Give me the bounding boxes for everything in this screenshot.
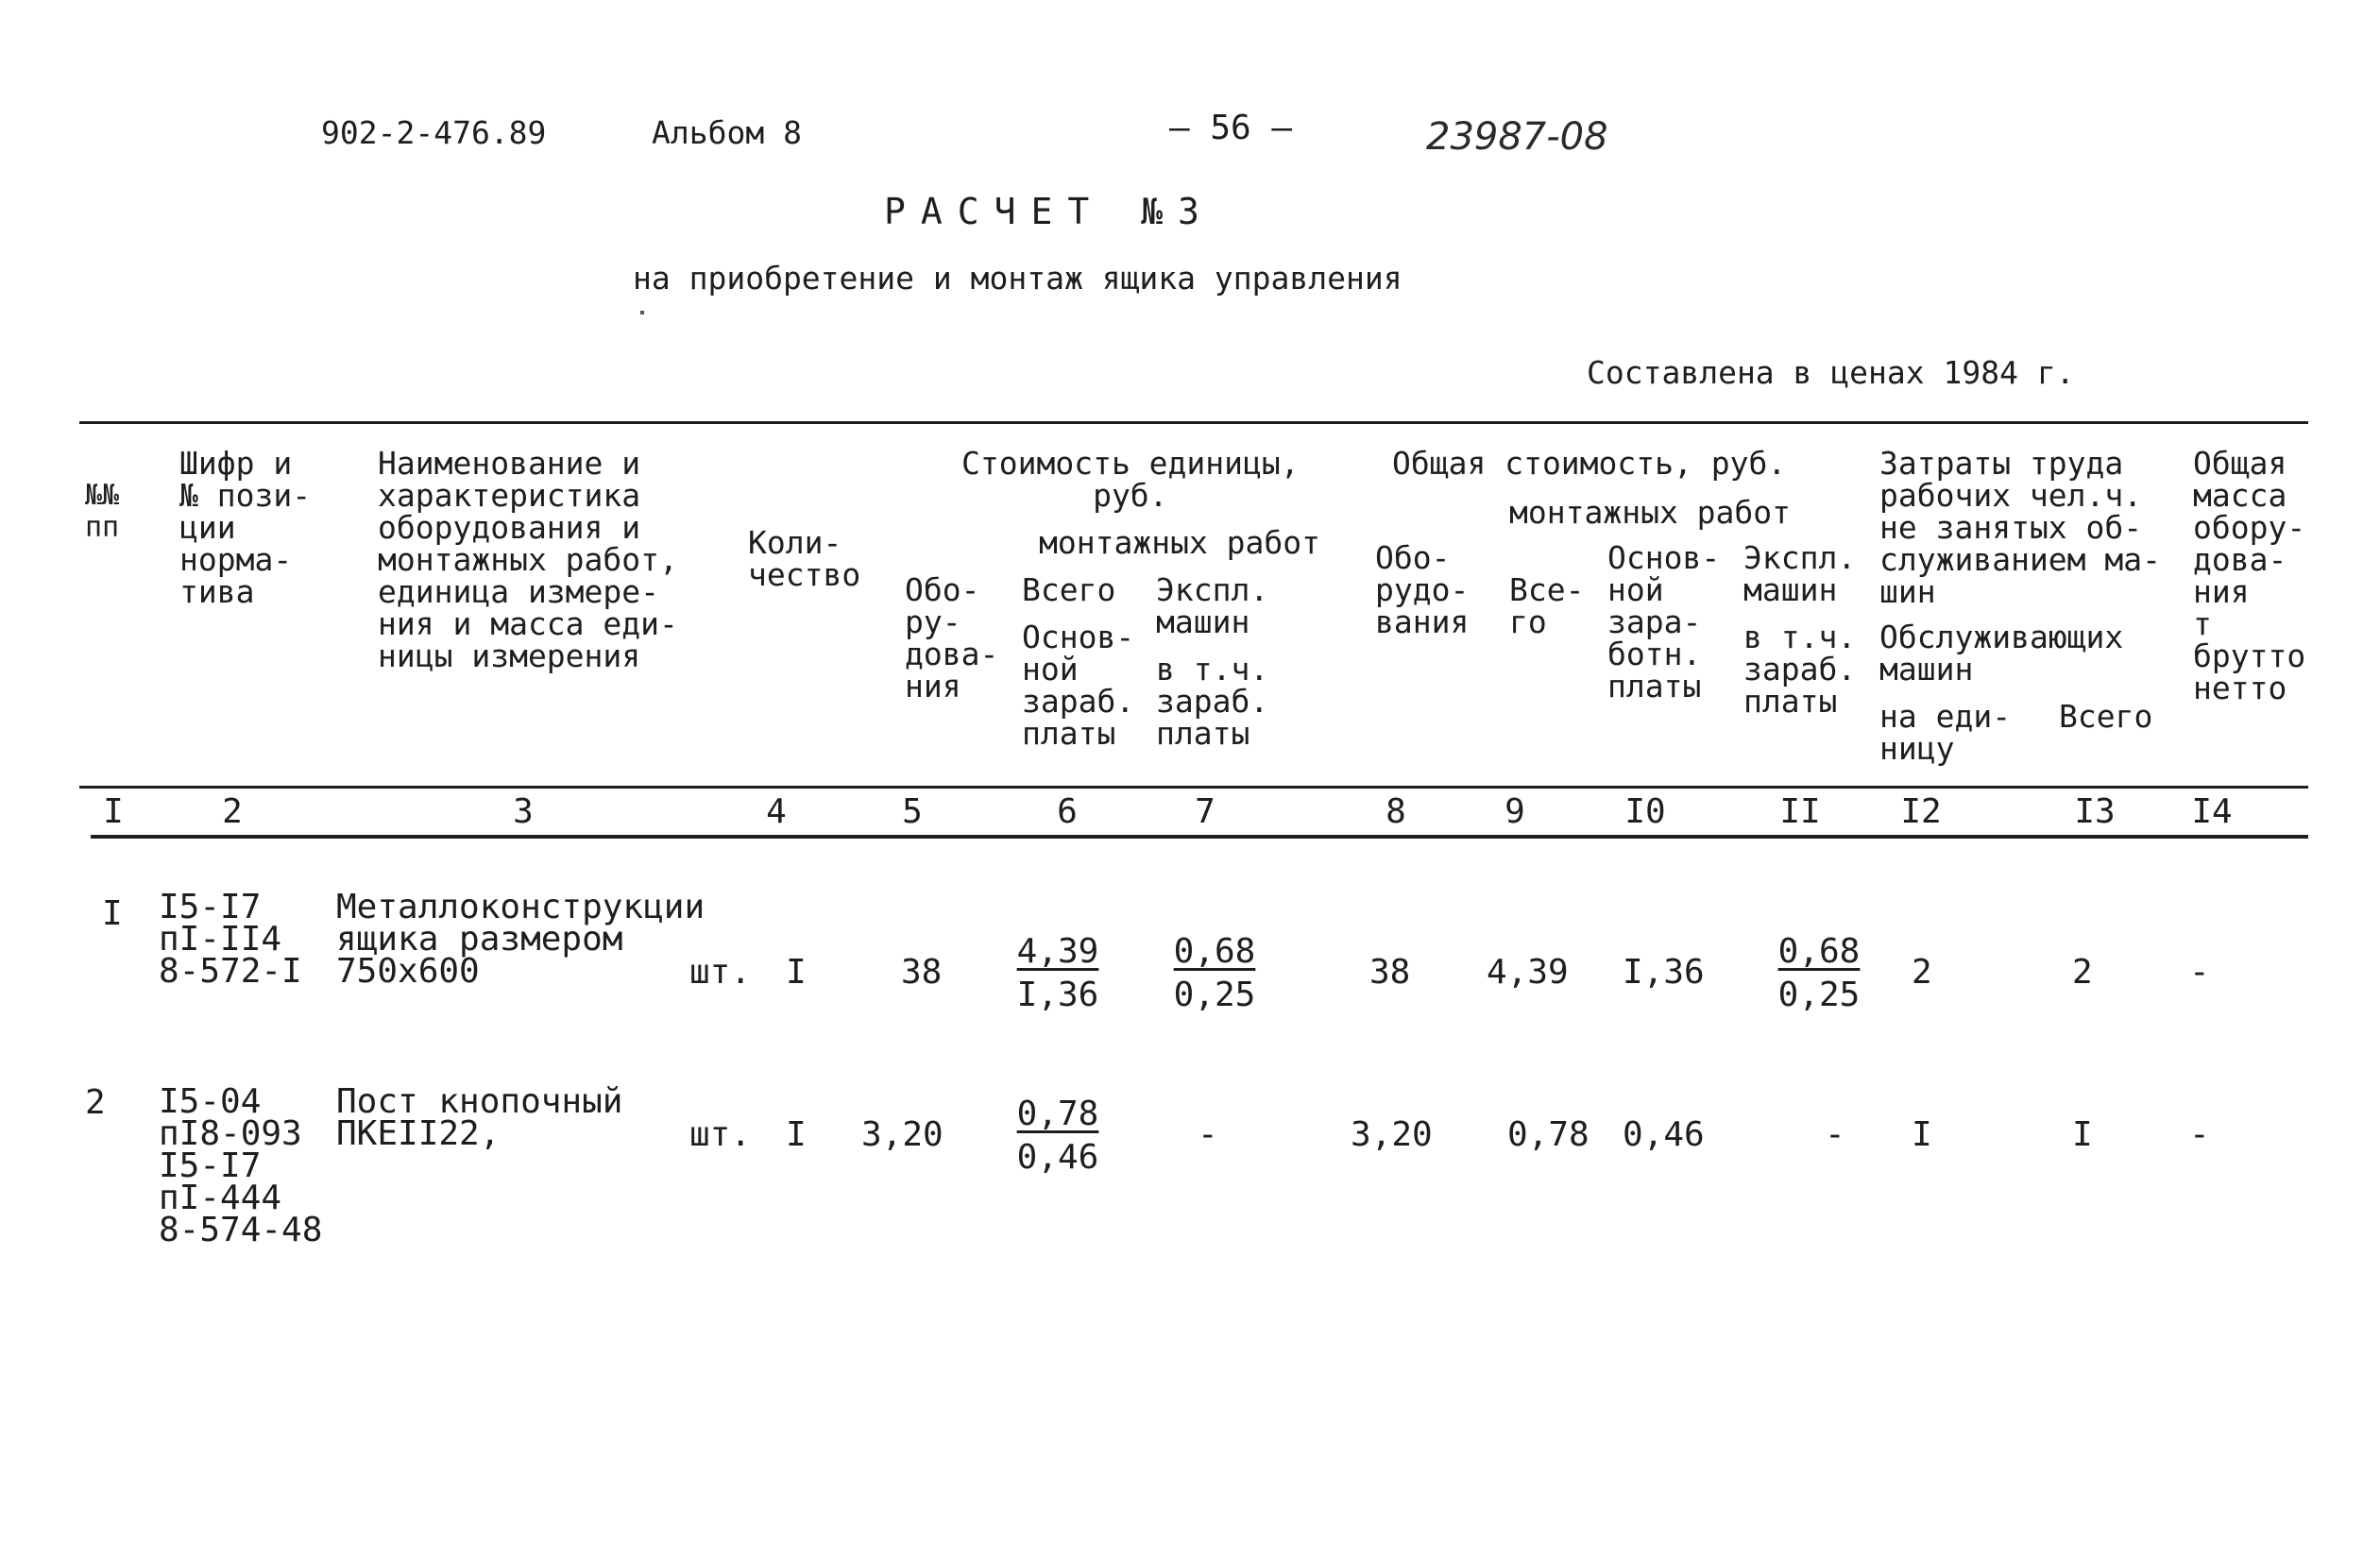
header-labor-total: Всего [2059,698,2153,735]
header-unit-equipment: Обо- ру- дова- ния [905,571,999,705]
row-unit-total-over-basic [1011,932,1105,1014]
row-equipment-total: 38 [1369,953,1411,992]
row-equipment-unit-cost: 3,20 [861,1115,944,1154]
header-row-number: №№ пп [85,479,120,544]
header-total-montage: монтажных работ [1509,494,1792,531]
row-name: Металлоконструкции ящика размером 750х600 [336,888,706,991]
column-number: II [1779,792,1821,831]
column-number: I3 [2074,792,2116,831]
header-name: Наименование и характеристика оборудования и монтажных работ, единица измере- ния и масса еди- ницы измерения [378,445,678,674]
column-number: I0 [1624,792,1666,831]
row-quantity: I [786,1115,807,1154]
column-number: I4 [2191,792,2233,831]
row-unit-total: 0,78 [1016,1095,1099,1133]
document-subtitle: на приобретение и монтаж ящика управления [633,260,1402,297]
column-number: 9 [1504,792,1525,831]
column-number: 4 [766,792,787,831]
album-label: Альбом 8 [652,114,802,151]
header-labor-service: Обслуживающих машин [1879,619,2124,688]
row-labor-total: 2 [2072,953,2093,992]
row-number: I [102,894,123,933]
row-total-machine-operation: - [1825,1115,1845,1154]
handwritten-inventory-number: 23987-08 [1426,115,1608,159]
row-unit-total-over-basic [1011,1097,1105,1175]
row-total-machine-wage: 0,25 [1777,976,1861,1014]
document-code: 902-2-476.89 [321,114,547,151]
row-cipher: I5-I7 пI-II4 8-572-I [159,888,302,991]
column-number: 5 [902,792,923,831]
header-total-machine-wage: в т.ч. зараб. платы [1743,619,1857,720]
document-title: РАСЧЕТ №3 [884,191,1215,232]
header-labor-group: Затраты труда рабочих чел.ч. не занятых об- служиванием ма- шин [1879,445,2162,610]
column-number: I2 [1900,792,1942,831]
table-top-rule [79,421,2308,424]
row-unit-expl-over-wage [1167,932,1262,1014]
header-unit-montage: монтажных работ [1039,524,1321,561]
row-cipher: I5-04 пI8-093 I5-I7 пI-444 8-574-48 [159,1082,323,1249]
row-labor-per-unit: I [1912,1115,1932,1154]
column-number: 2 [222,792,243,831]
row-unit-total: 4,39 [1016,932,1099,971]
header-mass: Общая масса обору- дова- ния т брутто нетто [2193,445,2306,706]
header-total-cost-group: Общая стоимость, руб. [1392,445,1787,482]
header-bottom-rule [79,786,2308,789]
row-unit-machine-wage: 0,25 [1173,976,1256,1014]
row-total-expl-over-wage [1772,932,1866,1014]
column-number: 6 [1057,792,1078,831]
column-number: 3 [513,792,534,831]
row-unit-machine-operation: 0,68 [1173,932,1256,971]
header-cipher: Шифр и № пози- ции норма- тива [179,445,312,610]
row-name: Пост кнопочный ПКЕII22, [336,1082,623,1153]
speck [640,311,644,314]
row-total-all: 0,78 [1507,1115,1590,1154]
prices-note: Составлена в ценах 1984 г. [1587,354,2075,391]
row-total-machine-operation: 0,68 [1777,932,1861,971]
row-mass: - [2189,1115,2210,1154]
row-mass: - [2189,953,2210,992]
row-unit-basic-wage: I,36 [1016,976,1099,1014]
row-equipment-total: 3,20 [1351,1115,1433,1154]
row-total-basic-wage: I,36 [1623,953,1705,992]
header-unit-total: Всего [1022,571,1116,608]
header-total-equipment: Обо- рудо- вания [1375,539,1470,640]
row-quantity: I [786,953,807,992]
row-total-basic-wage: 0,46 [1623,1115,1705,1154]
header-quantity: Коли- чество [748,524,861,593]
row-number: 2 [85,1083,106,1122]
header-total-machine-operation: Экспл. машин [1743,539,1857,608]
header-unit-machine-operation: Экспл. машин [1156,571,1269,640]
row-labor-total: I [2072,1115,2093,1154]
header-labor-per-unit: на еди- ницу [1879,698,2012,767]
column-number-rule [91,835,2308,839]
column-number: I [103,792,124,831]
page-number: — 56 — [1169,109,1293,147]
header-unit-basic-wage: Основ- ной зараб. платы [1022,619,1135,752]
column-number: 7 [1195,792,1216,831]
row-unit-machine-operation: - [1198,1115,1218,1154]
header-total-all: Все- го [1509,571,1585,640]
row-equipment-unit-cost: 38 [901,953,943,992]
row-unit: шт. [689,1115,752,1154]
header-total-basic-wage: Основ- ной зара- ботн. платы [1607,539,1721,705]
row-total-all: 4,39 [1487,953,1569,992]
row-labor-per-unit: 2 [1912,953,1932,992]
header-unit-machine-wage: в т.ч. зараб. платы [1156,651,1269,752]
row-unit-basic-wage: 0,46 [1016,1138,1099,1177]
column-number: 8 [1386,792,1406,831]
header-unit-cost-group: Стоимость единицы, руб. [961,445,1300,514]
row-unit: шт. [689,953,752,992]
